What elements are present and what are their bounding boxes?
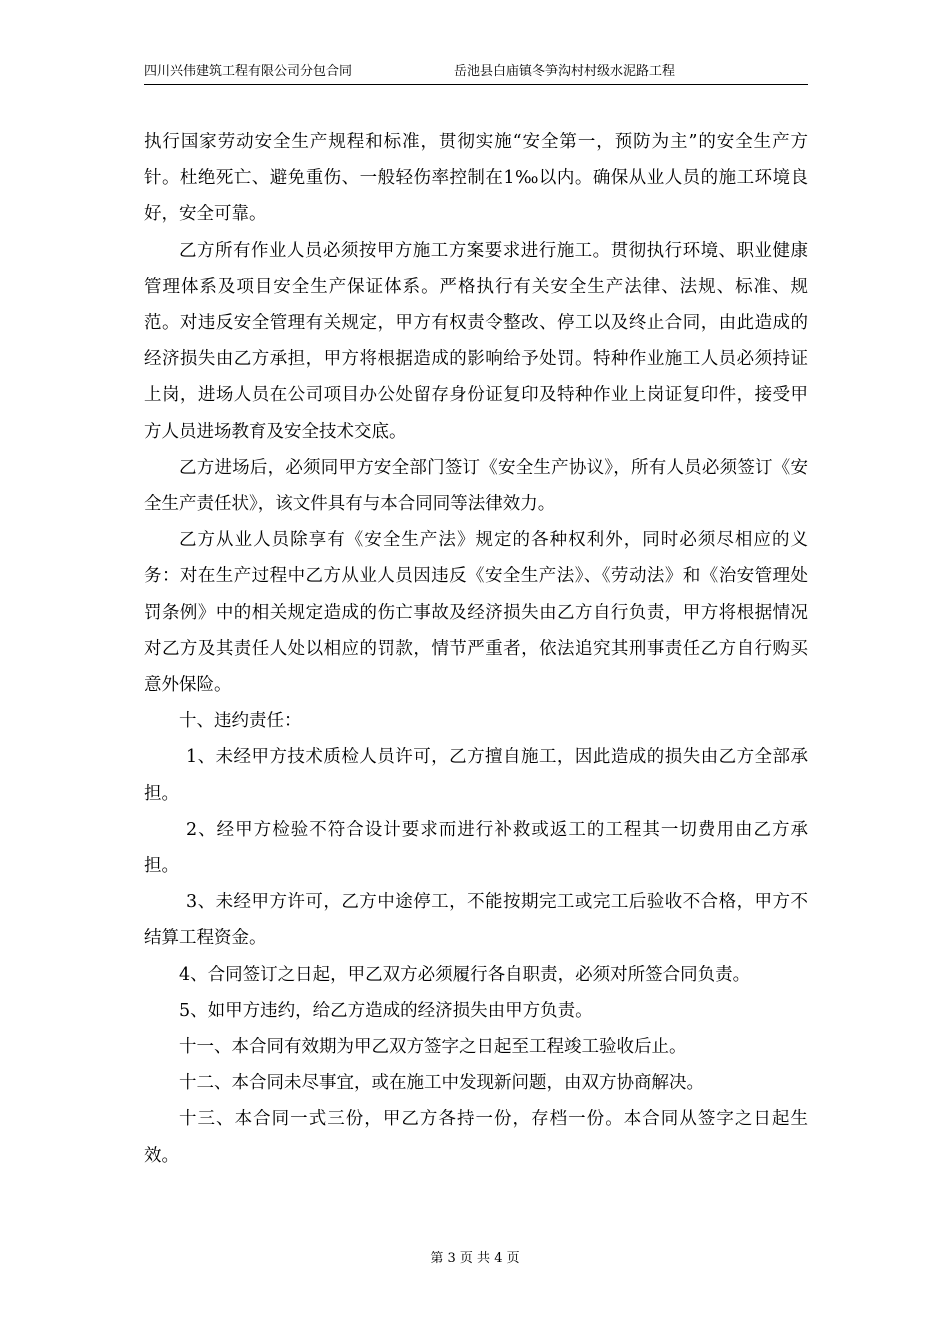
list-item: 3、未经甲方许可，乙方中途停工，不能按期完工或完工后验收不合格，甲方不结算工程资金。 bbox=[144, 892, 808, 949]
list-item: 4、合同签订之日起，甲乙双方必须履行各自职责，必须对所签合同负责。 bbox=[179, 964, 751, 985]
header-project: 岳池县白庙镇冬笋沟村村级水泥路工程 bbox=[454, 64, 676, 79]
clause: 十二、本合同未尽事宜，或在施工中发现新问题，由双方协商解决。 bbox=[179, 1073, 704, 1094]
page-header bbox=[144, 62, 808, 85]
header-company: 四川兴伟建筑工程有限公司分包合同 bbox=[144, 64, 353, 79]
clause: 十三、本合同一式三份，甲乙方各持一份，存档一份。本合同从签字之日起生效。 bbox=[144, 1109, 808, 1166]
document-body bbox=[144, 124, 808, 1174]
list-item: 5、如甲方违约，给乙方造成的经济损失由甲方负责。 bbox=[179, 1000, 593, 1021]
page-number: 第 3 页 共 4 页 bbox=[430, 1251, 520, 1266]
section-heading: 十、违约责任： bbox=[179, 711, 302, 732]
paragraph: 乙方进场后，必须同甲方安全部门签订《安全生产协议》，所有人员必须签订《安全生产责任状》，该文件具有与本合同同等法律效力。 bbox=[144, 457, 808, 515]
list-item: 1、未经甲方技术质检人员许可，乙方擅自施工，因此造成的损失由乙方全部承担。 bbox=[144, 747, 808, 804]
paragraph: 乙方所有作业人员必须按甲方施工方案要求进行施工。贯彻执行环境、职业健康管理体系及项目安全生产保证体系。严格执行有关安全生产法律、法规、标准、规范。对违反安全管理有关规定，甲方有权责令整改、停工以及终止合同，由此造成的经济损失由乙方承担，甲方将根据造成的影响给予处罚。特种作业施工人员必须持证上岗，进场人员在公司项目办公处留存身份证复印及特种作业上岗证复印件，接受甲方人员进场教育及安全技术交底。 bbox=[144, 240, 808, 442]
list-item: 2、经甲方检验不符合设计要求而进行补救或返工的工程其一切费用由乙方承担。 bbox=[144, 819, 808, 877]
clause: 十一、本合同有效期为甲乙双方签字之日起至工程竣工验收后止。 bbox=[179, 1037, 687, 1058]
paragraph: 乙方从业人员除享有《安全生产法》规定的各种权利外，同时必须尽相应的义务：对在生产过程中乙方从业人员因违反《安全生产法》、《劳动法》和《治安管理处罚条例》中的相关规定造成的伤亡事故及经济损失由乙方自行负责，甲方将根据情况对乙方及其责任人处以相应的罚款，情节严重者，依法追究其刑事责任乙方自行购买意外保险。 bbox=[144, 530, 808, 696]
paragraph: 执行国家劳动安全生产规程和标准，贯彻实施“安全第一，预防为主”的安全生产方针。杜绝死亡、避免重伤、一般轻伤率控制在1‰以内。确保从业人员的施工环境良好，安全可靠。 bbox=[144, 132, 808, 225]
